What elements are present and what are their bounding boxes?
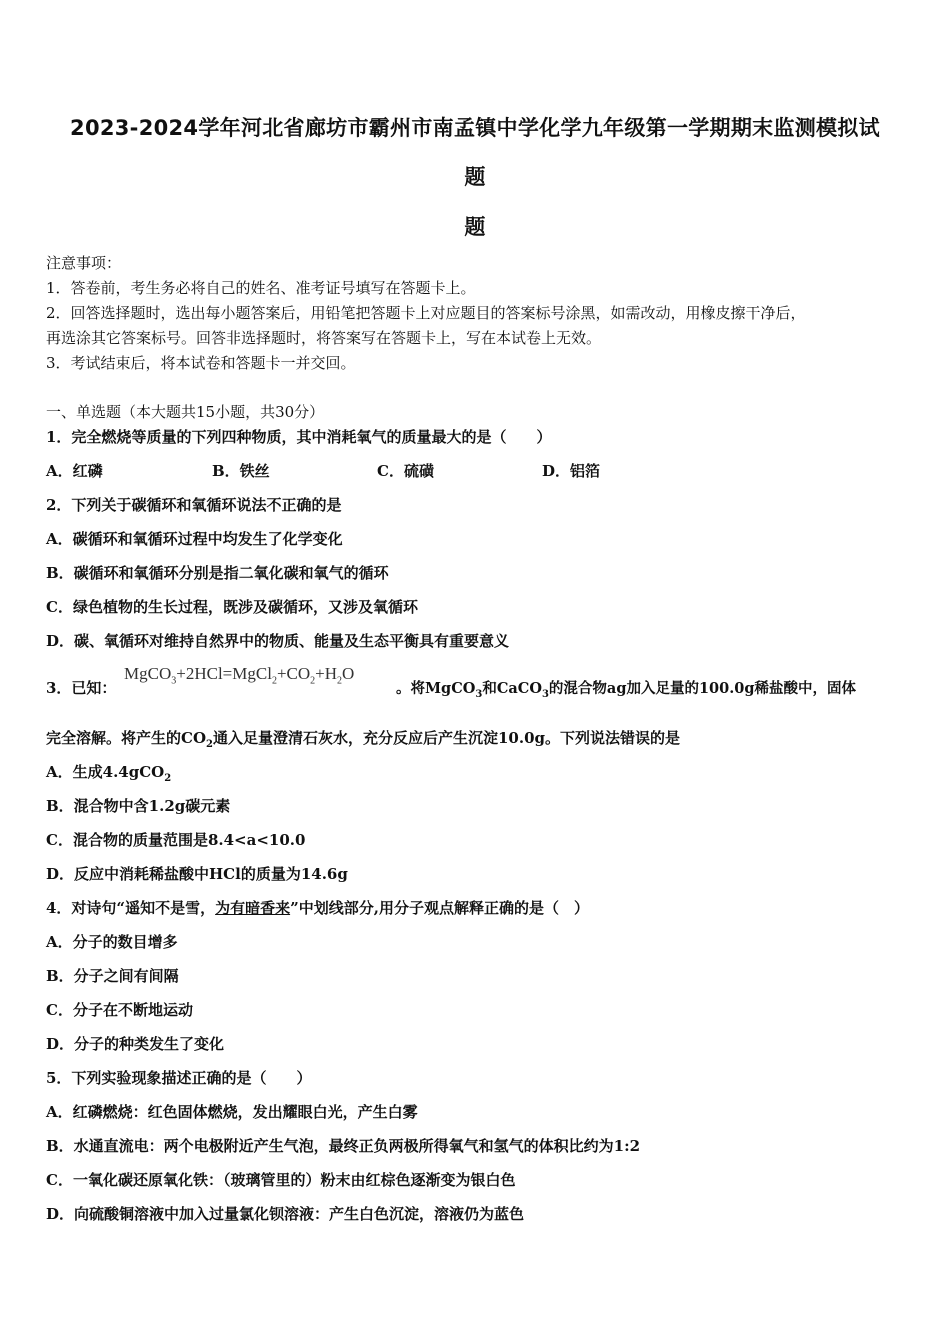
q3-option-a: [46, 761, 906, 784]
q3-stem-after: [396, 677, 908, 700]
q5-option-b: B．水通直流电：两个电极附近产生气泡，最终正负两极所得氧气和氢气的体积比约为1:2: [46, 1137, 641, 1155]
q4-underlined-text: 为有暗香来: [215, 899, 291, 917]
q3-option-a-text: A．生成4.4gCO: [46, 763, 165, 781]
exam-title-line2: 题: [464, 165, 486, 189]
q3-sub: 3: [475, 688, 483, 700]
notice-item-3: 3．考试结束后，将本试卷和答题卡一并交回。: [46, 354, 356, 372]
formula-part: +H: [315, 664, 338, 683]
notice-item-1: 1．答卷前，考生务必将自己的姓名、准考证号填写在答题卡上。: [46, 279, 476, 297]
q4-option-d: D．分子的种类发生了变化: [46, 1035, 225, 1053]
q2-stem: 2．下列关于碳循环和氧循环说法不正确的是: [46, 496, 342, 514]
q2-option-d: D．碳、氧循环对维持自然界中的物质、能量及生态平衡具有重要意义: [46, 632, 510, 650]
q4-text: ”中划线部分,用分子观点解释正确的是（ ）: [290, 899, 589, 917]
q1-option-a: A．红磷: [46, 462, 103, 480]
q5-stem: 5．下列实验现象描述正确的是（ ）: [46, 1069, 312, 1087]
q3-formula: [124, 664, 354, 686]
q1-stem: 1．完全燃烧等质量的下列四种物质，其中消耗氧气的质量最大的是（ ）: [46, 428, 552, 446]
q4-text: 4．对诗句“遥知不是雪，: [46, 899, 216, 917]
q2-option-a: A．碳循环和氧循环过程中均发生了化学变化: [46, 530, 343, 548]
q2-option-c: C．绿色植物的生长过程，既涉及碳循环，又涉及氧循环: [46, 598, 418, 616]
formula-sub: 2: [310, 675, 316, 687]
q3-text: 完全溶解。将产生的CO: [46, 729, 207, 747]
q3-sub: 2: [206, 739, 213, 750]
q3-option-d: D．反应中消耗稀盐酸中HCl的质量为14.6g: [46, 865, 348, 883]
formula-sub: 2: [271, 675, 277, 687]
formula-part: O: [342, 664, 355, 683]
formula-part: +2HCl=MgCl: [176, 664, 272, 683]
q3-option-a-sub: 2: [164, 773, 172, 784]
q5-option-d: D．向硫酸铜溶液中加入过量氯化钡溶液：产生白色沉淀，溶液仍为蓝色: [46, 1205, 525, 1223]
q1-option-c: C．硫磺: [377, 462, 434, 480]
formula-part: +CO: [276, 664, 311, 683]
section-heading: 一、单选题（本大题共15小题，共30分）: [46, 403, 325, 421]
q4-option-b: B．分子之间有间隔: [46, 967, 179, 985]
notice-heading: 注意事项：: [46, 254, 122, 272]
notice-item-2-cont: 再选涂其它答案标号。回答非选择题时，将答案写在答题卡上，写在本试卷上无效。: [46, 329, 602, 347]
q3-text: 。将MgCO: [396, 680, 476, 697]
q3-text: 的混合物ag加入足量的100.0g稀盐酸中，固体: [548, 680, 856, 697]
q5-option-a: A．红磷燃烧：红色固体燃烧，发出耀眼白光，产生白雾: [46, 1103, 418, 1121]
exam-title-line1: 2023-2024学年河北省廊坊市霸州市南孟镇中学化学九年级第一学期期末监测模拟试: [70, 116, 880, 140]
q4-option-c: C．分子在不断地运动: [46, 1001, 193, 1019]
formula-sub: 2: [337, 675, 343, 687]
q1-option-b: B．铁丝: [212, 462, 270, 480]
q3-text: 和CaCO: [482, 680, 542, 697]
q3-option-b: B．混合物中含1.2g碳元素: [46, 797, 231, 815]
formula-sub: 3: [171, 675, 177, 687]
q3-stem-line2: [46, 727, 906, 750]
notice-item-2: 2．回答选择题时，选出每小题答案后，用铅笔把答题卡上对应题目的答案标号涂黑，如需改动，用橡皮擦干净后，: [46, 304, 806, 322]
q1-options: [46, 460, 906, 480]
q3-text: 通入足量澄清石灰水，充分反应后产生沉淀10.0g。下列说法错误的是: [212, 729, 681, 747]
q3-option-c: C．混合物的质量范围是8.4<a<10.0: [46, 831, 306, 849]
formula-part: MgCO: [124, 664, 172, 683]
q3-sub: 3: [541, 688, 549, 700]
q4-option-a: A．分子的数目增多: [46, 933, 178, 951]
q3-prefix: 3．已知：: [46, 679, 117, 697]
q5-option-c: C．一氧化碳还原氧化铁：（玻璃管里的）粉末由红棕色逐渐变为银白色: [46, 1171, 516, 1189]
q1-option-d: D．铝箔: [542, 462, 601, 480]
q2-option-b: B．碳循环和氧循环分别是指二氧化碳和氧气的循环: [46, 564, 389, 582]
exam-title-line3: 题: [464, 215, 486, 239]
q4-stem: [46, 897, 906, 918]
